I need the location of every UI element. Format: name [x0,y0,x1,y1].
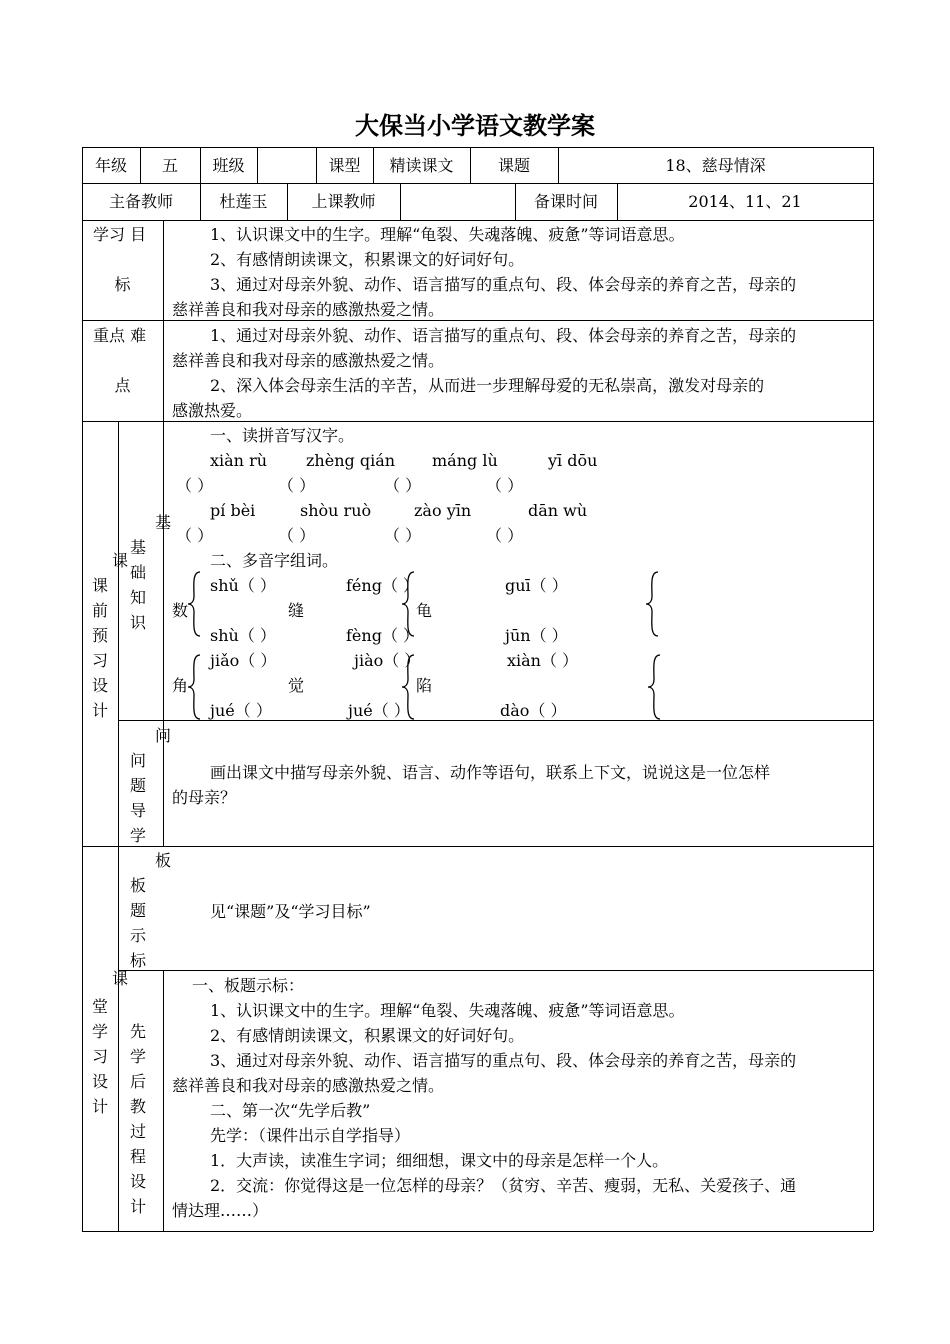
lesson-type-value: 精读课文 [389,156,454,175]
left-brace-icon [400,653,418,721]
q1-title: 一、读拼音写汉字。 [210,426,355,445]
key-point-line: 感激热爱。 [172,401,253,420]
class-teacher-label: 上课教师 [311,192,376,211]
prep-time-label: 备课时间 [533,192,598,211]
key-point-line: 慈祥善良和我对母亲的感激热爱之情。 [172,351,445,370]
class-label: 班级 [212,156,245,175]
prep-time-value: 2014、11、21 [688,192,802,211]
left-brace-icon [186,653,204,721]
guide-text: 的母亲？ [172,788,237,807]
lesson-type-label: 课型 [328,156,361,175]
topic-label: 课题 [497,156,530,175]
grade-value: 五 [161,156,178,175]
objectives-label-2: 标 [114,275,131,294]
key-points-label-2: 点 [114,376,131,395]
main-teacher-value: 杜莲玉 [219,192,268,211]
objective-line: 慈祥善良和我对母亲的感激热爱之情。 [172,300,445,319]
grade-label: 年级 [94,156,127,175]
left-brace-icon [644,570,662,638]
page-title: 大保当小学语文教学案 [355,112,595,140]
key-point-line: 2、深入体会母亲生活的辛苦，从而进一步理解母爱的无私崇高，激发对母亲的 [210,376,765,395]
key-point-line: 1、通过对母亲外貌、动作、语言描写的重点句、段、体会母亲的养育之苦，母亲的 [210,326,797,345]
left-brace-icon [646,653,664,721]
key-points-label: 重点 难 [93,326,147,345]
main-teacher-label: 主备教师 [108,192,173,211]
q2-title: 二、多音字组词。 [210,551,339,570]
objective-line: 2、有感情朗读课文，积累课文的好词好句。 [210,250,525,269]
board-text: 见“课题”及“学习目标” [210,902,371,921]
objective-line: 3、通过对母亲外貌、动作、语言描写的重点句、段、体会母亲的养育之苦，母亲的 [210,275,797,294]
objective-line: 1、认识课文中的生字。理解“龟裂、失魂落魄、疲惫”等词语意思。 [210,225,685,244]
objectives-label: 学习 目 [93,225,147,244]
left-brace-icon [400,570,418,638]
left-brace-icon [186,570,204,638]
guide-text: 画出课文中描写母亲外貌、语言、动作等语句，联系上下文，说说这是一位怎样 [210,763,771,782]
topic-value: 18、慈母情深 [665,156,766,175]
